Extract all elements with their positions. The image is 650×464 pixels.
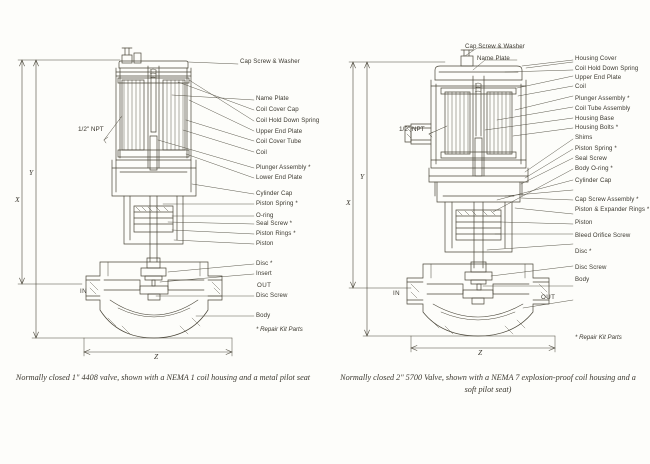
callout-cap-screw-assembly-right: Cap Screw Assembly *	[575, 196, 639, 203]
callout-plunger-assembly-left: Plunger Assembly *	[256, 164, 311, 171]
callout-name-plate-right: Name Plate	[477, 55, 510, 62]
npt-label-left: 1/2" NPT	[78, 126, 104, 133]
z-dimension-label-left: Z	[154, 352, 159, 361]
callout-insert-left: Insert	[256, 270, 272, 277]
callout-cap-screw-washer-right: Cap Screw & Washer	[465, 43, 525, 50]
callout-coil-cover-tube-left: Coil Cover Tube	[256, 138, 302, 145]
callout-lower-end-plate-left: Lower End Plate	[256, 174, 303, 181]
callout-disc-left: Disc *	[256, 260, 273, 267]
callout-piston-spring-left: Piston Spring *	[256, 200, 298, 207]
caption-right: Normally closed 2" 5700 Valve, shown with a NEMA 7 explosion-proof coil housing and a soft pilot seat)	[340, 373, 636, 394]
callout-housing-base-right: Housing Base	[575, 115, 615, 122]
repair-kit-footnote-left: * Repair Kit Parts	[256, 326, 303, 333]
outlet-port-label-right: OUT	[541, 294, 556, 301]
callout-body-o-ring-right: Body O-ring *	[575, 165, 613, 172]
callout-cylinder-cap-right: Cylinder Cap	[575, 177, 612, 184]
inlet-port-label-right: IN	[393, 290, 400, 297]
callout-coil-cover-cap-left: Coil Cover Cap	[256, 106, 299, 113]
outlet-port-label-left: OUT	[257, 282, 272, 289]
callout-piston-expander-rings-right: Piston & Expander Rings *	[575, 206, 650, 213]
npt-label-right: 1/2" NPT	[399, 126, 425, 133]
callout-housing-cover-right: Housing Cover	[575, 55, 617, 62]
z-dimension-label-right: Z	[478, 348, 483, 357]
callout-name-plate-left: Name Plate	[256, 95, 289, 102]
callout-housing-bolts-right: Housing Bolts *	[575, 124, 619, 131]
caption-left: Normally closed 1" 4408 valve, shown with a NEMA 1 coil housing and a metal pilot seat	[15, 373, 311, 382]
callout-body-right: Body	[575, 276, 590, 283]
x-dimension-label-right: X	[346, 198, 351, 207]
callout-o-ring-left: O-ring	[256, 212, 274, 219]
valve-diagram-right	[325, 0, 650, 464]
callout-seal-screw-left: Seal Screw *	[256, 220, 293, 227]
y-dimension-label-right: Y	[360, 172, 365, 181]
callout-upper-end-plate-right: Upper End Plate	[575, 74, 622, 81]
callout-piston-right: Piston	[575, 219, 593, 226]
callout-seal-screw-right: Seal Screw	[575, 155, 607, 162]
callout-disc-screw-right: Disc Screw	[575, 264, 607, 271]
callout-cap-screw-washer-left: Cap Screw & Washer	[240, 58, 300, 65]
callout-coil-hold-down-spring-left: Coil Hold Down Spring	[256, 117, 320, 124]
inlet-port-label-left: IN	[80, 288, 87, 295]
callout-coil-hold-down-spring-right: Coil Hold Down Spring	[575, 65, 639, 72]
callout-plunger-assembly-right: Plunger Assembly *	[575, 95, 630, 102]
callout-body-left: Body	[256, 312, 271, 319]
callout-upper-end-plate-left: Upper End Plate	[256, 128, 303, 135]
callout-piston-left: Piston	[256, 240, 274, 247]
callout-bleed-orifice-screw-right: Bleed Orifice Screw	[575, 232, 631, 239]
callout-coil-tube-assembly-right: Coil Tube Assembly	[575, 105, 631, 112]
y-dimension-label-left: Y	[29, 168, 34, 177]
repair-kit-footnote-right: * Repair Kit Parts	[575, 334, 622, 341]
callout-disc-right: Disc *	[575, 248, 592, 255]
callout-shims-right: Shims	[575, 134, 593, 141]
callout-cylinder-cap-left: Cylinder Cap	[256, 190, 293, 197]
x-dimension-label-left: X	[15, 195, 20, 204]
callout-coil-left: Coil	[256, 149, 267, 156]
callout-piston-rings-left: Piston Rings *	[256, 230, 296, 237]
callout-coil-right: Coil	[575, 83, 586, 90]
callout-piston-spring-right: Piston Spring *	[575, 145, 617, 152]
callout-disc-screw-left: Disc Screw	[256, 292, 288, 299]
